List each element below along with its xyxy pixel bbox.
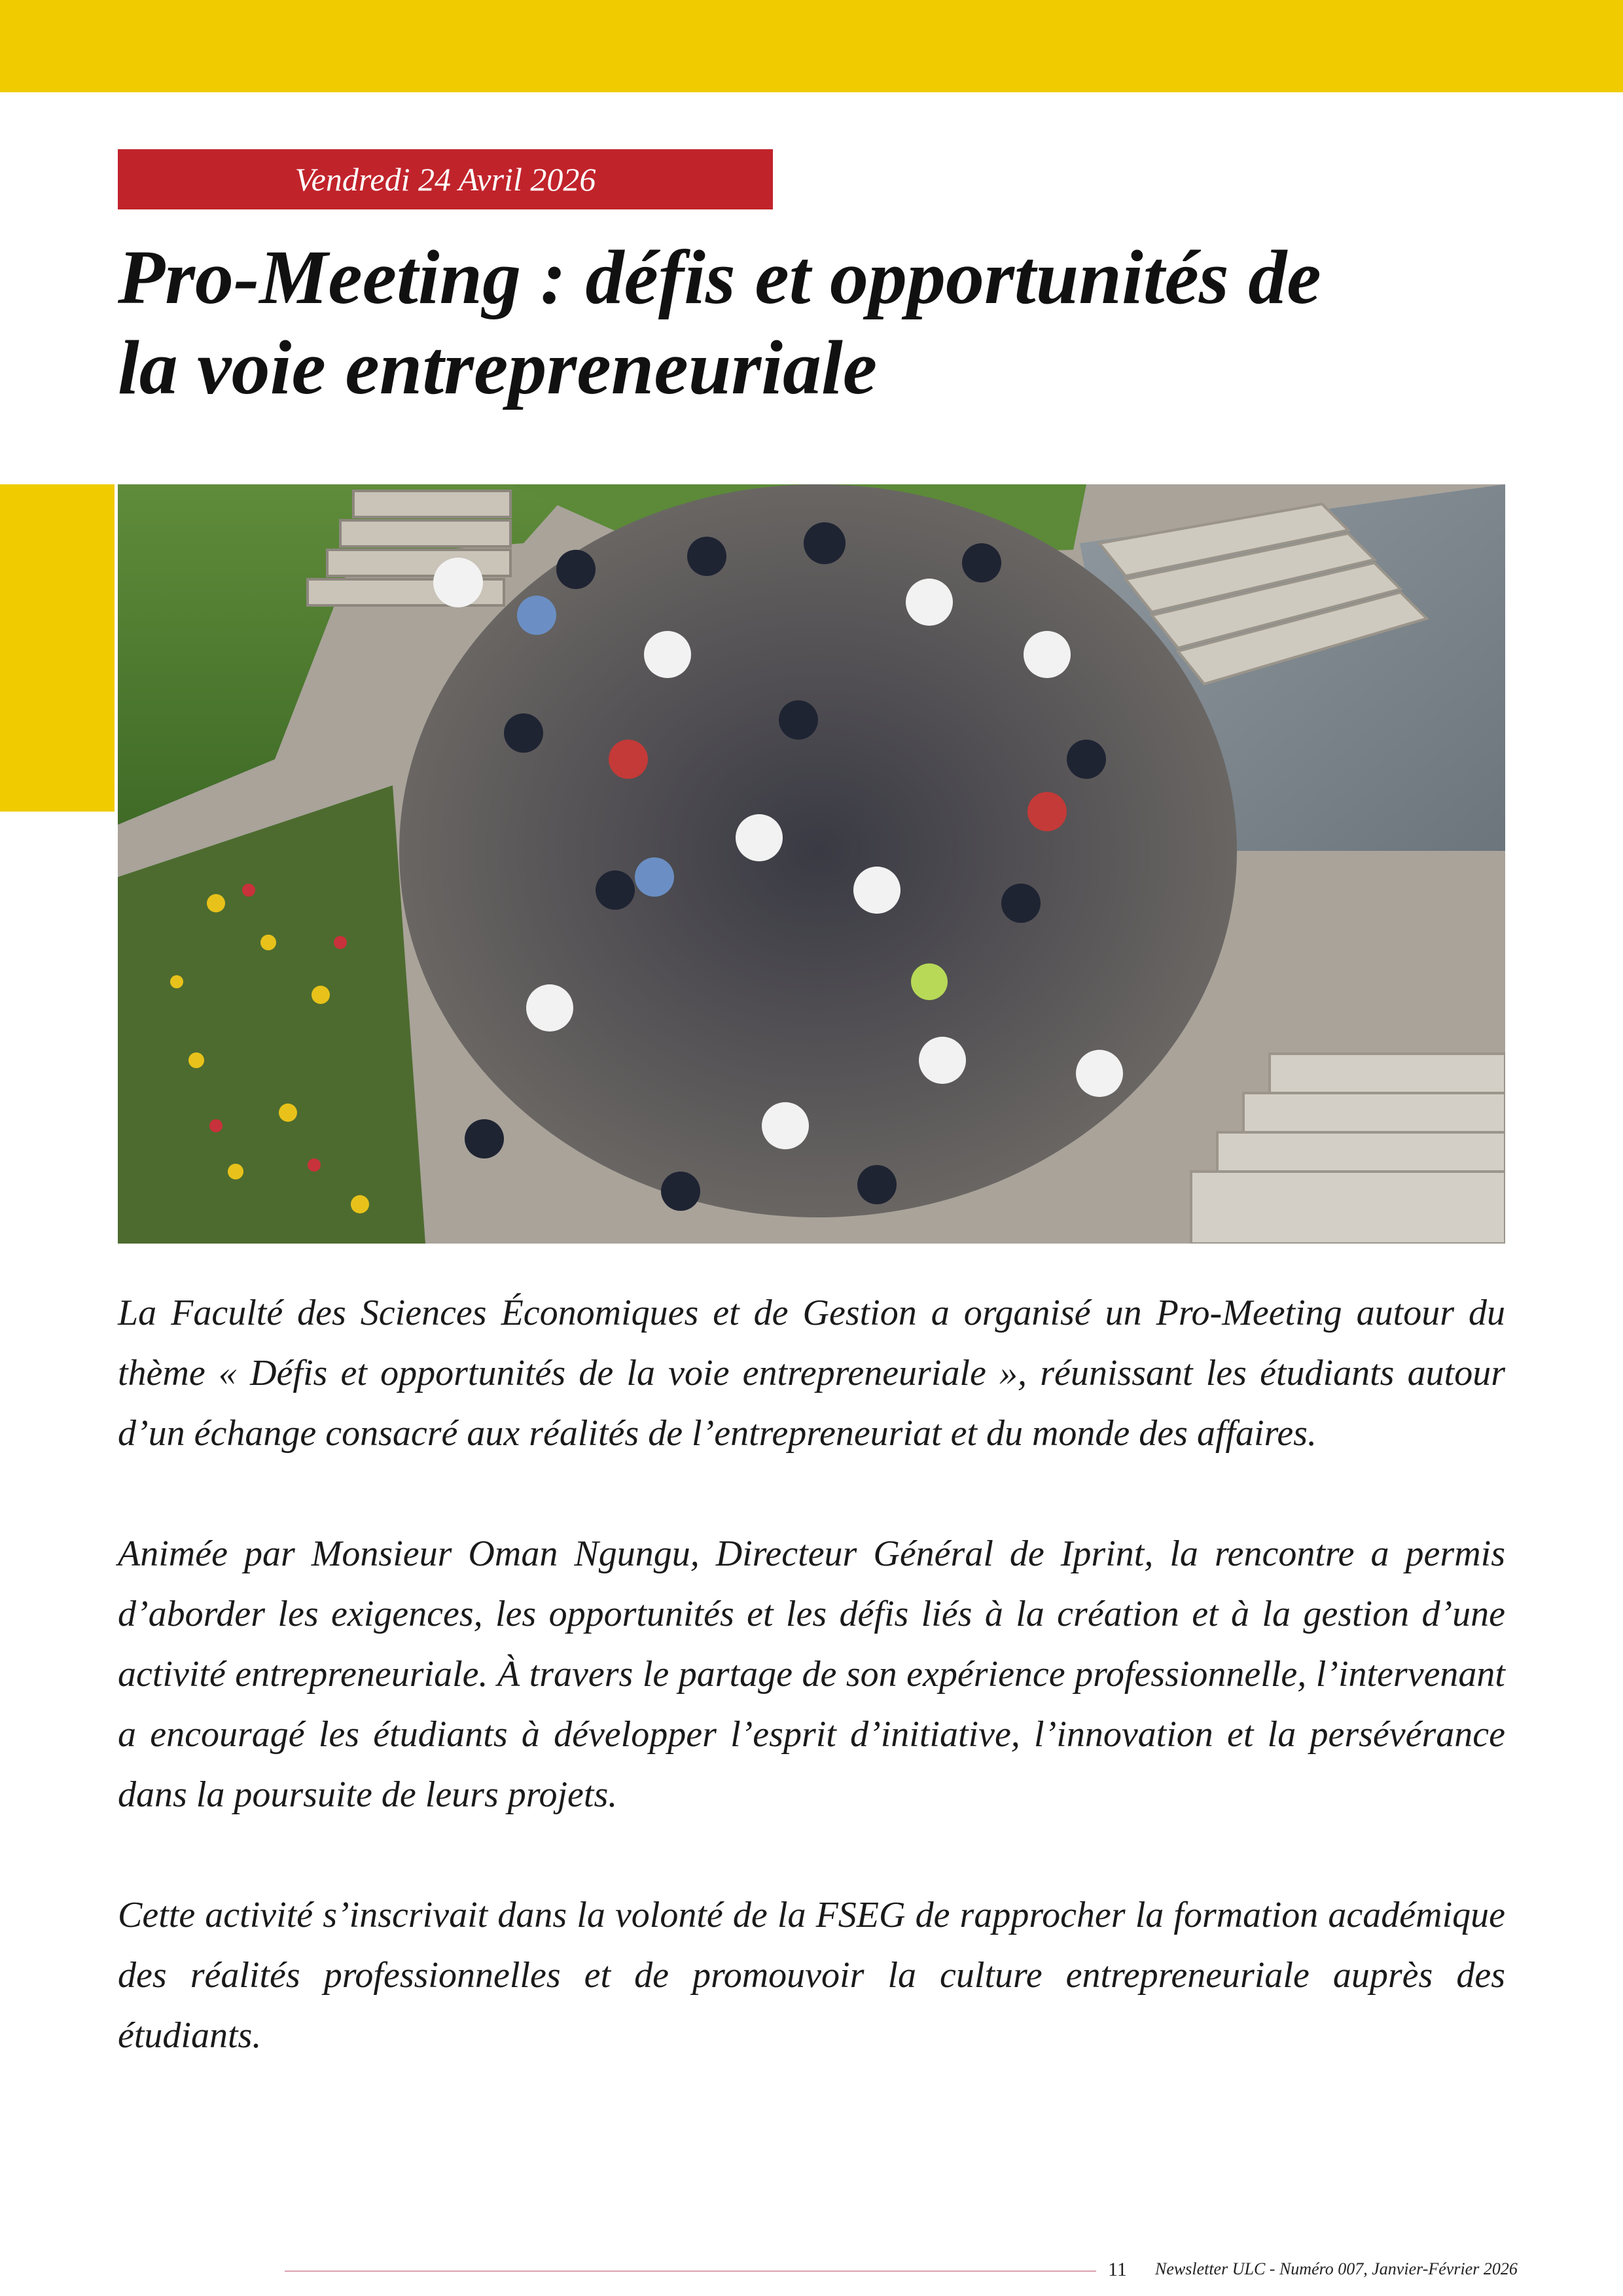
article-body: [118, 1283, 1505, 2126]
article-headline: [118, 232, 1525, 413]
footer-publication: Newsletter ULC - Numéro 007, Janvier-Février 2026: [1155, 2259, 1518, 2278]
headline-line-2: la voie entrepreneuriale: [118, 325, 878, 410]
footer-rule: [285, 2270, 1096, 2272]
headline-line-1: Pro-Meeting : défis et opportunités de: [118, 234, 1321, 320]
date-tag: Vendredi 24 Avril 2026: [118, 149, 773, 209]
paragraph-1: La Faculté des Sciences Économiques et de Gestion a organisé un Pro-Meeting autour du thème « Défis et opportunités de la voie entrepreneuriale », réunissant les étudiants autour d’un échange consacré aux réalités de l’entrepreneuriat et du monde des affaires.: [118, 1293, 1505, 1454]
paragraph-3: Cette activité s’inscrivait dans la volonté de la FSEG de rapprocher la formation académique des réalités professionnelles et de promouvoir la culture entrepreneuriale auprès des étudiants.: [118, 1895, 1505, 2056]
group-photo-illustration: [118, 484, 1505, 1244]
page-number: 11: [1108, 2259, 1127, 2280]
side-accent-band: [0, 484, 115, 812]
paragraph-2: Animée par Monsieur Oman Ngungu, Directeur Général de Iprint, la rencontre a permis d’aborder les exigences, les opportunités et les défis liés à la création et à la gestion d’une activité entrepreneuriale. À travers le partage de son expérience professionnelle, l’intervenant a encouragé les étudiants à développer l’esprit d’initiative, l’innovation et la persévérance dans la poursuite de leurs projets.: [118, 1534, 1505, 1815]
group-photo: [118, 484, 1505, 1244]
top-accent-band: [0, 0, 1623, 92]
